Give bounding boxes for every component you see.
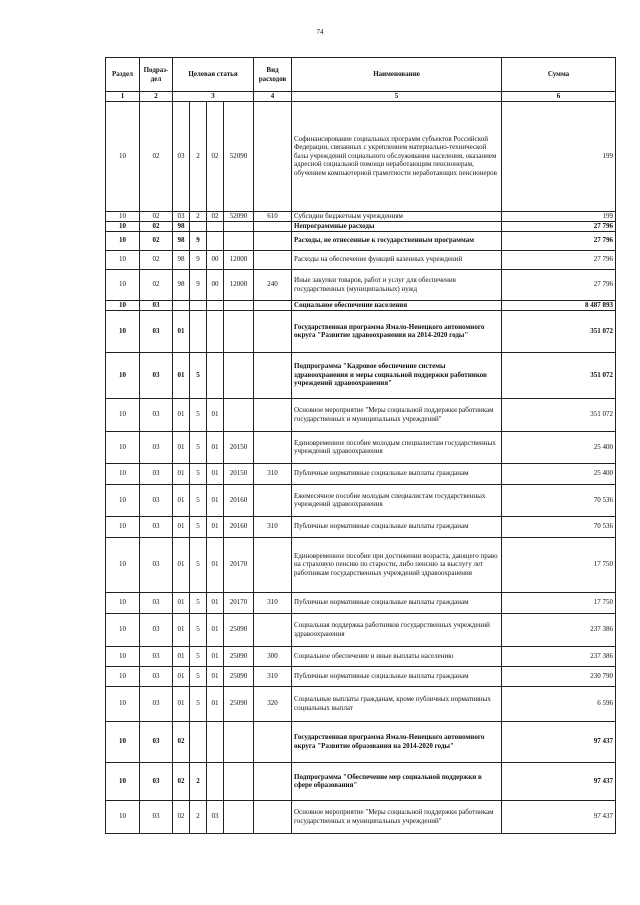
cell-razdel: 10: [106, 211, 140, 221]
cell-podrazdel: 03: [140, 762, 173, 800]
cell-subprogram: 5: [190, 398, 207, 431]
cell-activity: 01: [207, 646, 224, 666]
cell-razdel: 10: [106, 101, 140, 211]
cell-program: 98: [173, 250, 190, 269]
cell-program: 01: [173, 484, 190, 516]
cell-program: 01: [173, 537, 190, 592]
cell-program: 02: [173, 721, 190, 762]
cell-subprogram: 9: [190, 250, 207, 269]
cell-podrazdel: 03: [140, 352, 173, 398]
column-number: 2: [140, 92, 173, 102]
table-row: [106, 484, 616, 516]
cell-name: Подпрограмма "Обеспечение мер социальной поддержки в сфере образования": [292, 762, 502, 800]
cell-activity: [207, 762, 224, 800]
cell-subprogram: 2: [190, 762, 207, 800]
cell-expense-type: [254, 221, 292, 231]
cell-expense-type: 610: [254, 211, 292, 221]
cell-sum: 27 796: [502, 221, 616, 231]
cell-razdel: 10: [106, 269, 140, 300]
cell-name: Социальная поддержка работников государственных учреждений здравоохранения: [292, 613, 502, 646]
cell-razdel: 10: [106, 300, 140, 310]
cell-name: Ежемесячное пособие молодым специалистам государственных учреждений здравоохранения: [292, 484, 502, 516]
table-row: [106, 762, 616, 800]
cell-activity: 01: [207, 666, 224, 686]
cell-expense-type: [254, 431, 292, 463]
cell-name: Единовременное пособие молодым специалистам государственных учреждений здравоохранения: [292, 431, 502, 463]
cell-activity: [207, 352, 224, 398]
cell-name: Непрограммные расходы: [292, 221, 502, 231]
header-row: [106, 58, 616, 92]
column-number: 3: [173, 92, 254, 102]
cell-program: 02: [173, 762, 190, 800]
cell-sum: 6 596: [502, 686, 616, 721]
cell-podrazdel: 03: [140, 613, 173, 646]
cell-activity: [207, 300, 224, 310]
cell-direction: 52090: [224, 211, 254, 221]
cell-direction: [224, 310, 254, 352]
column-number: 1: [106, 92, 140, 102]
cell-sum: 230 790: [502, 666, 616, 686]
cell-razdel: 10: [106, 352, 140, 398]
cell-program: 01: [173, 352, 190, 398]
cell-activity: 01: [207, 398, 224, 431]
cell-expense-type: [254, 101, 292, 211]
cell-expense-type: [254, 250, 292, 269]
cell-activity: 01: [207, 516, 224, 537]
cell-podrazdel: 03: [140, 431, 173, 463]
cell-direction: [224, 721, 254, 762]
cell-subprogram: 9: [190, 231, 207, 250]
cell-razdel: 10: [106, 484, 140, 516]
cell-sum: 351 072: [502, 398, 616, 431]
cell-podrazdel: 03: [140, 484, 173, 516]
cell-podrazdel: 03: [140, 463, 173, 484]
table-row: [106, 613, 616, 646]
cell-direction: 20170: [224, 592, 254, 613]
cell-razdel: 10: [106, 398, 140, 431]
cell-sum: 97 437: [502, 800, 616, 833]
cell-expense-type: [254, 310, 292, 352]
cell-expense-type: [254, 537, 292, 592]
cell-program: 01: [173, 592, 190, 613]
cell-name: Расходы на обеспечение функций казенных учреждений: [292, 250, 502, 269]
cell-activity: 01: [207, 537, 224, 592]
table-row: [106, 431, 616, 463]
cell-razdel: 10: [106, 613, 140, 646]
cell-subprogram: 2: [190, 800, 207, 833]
cell-podrazdel: 03: [140, 800, 173, 833]
cell-direction: 25090: [224, 666, 254, 686]
cell-activity: 02: [207, 211, 224, 221]
cell-sum: 70 536: [502, 516, 616, 537]
header-target-article: Целевая статья: [173, 58, 254, 92]
cell-razdel: 10: [106, 516, 140, 537]
cell-podrazdel: 03: [140, 686, 173, 721]
cell-name: Государственная программа Ямало-Ненецкого автономного округа "Развитие здравоохранения на 2014-2020 годы": [292, 310, 502, 352]
cell-name: Государственная программа Ямало-Ненецкого автономного округа "Развитие образования на 2014-2020 годы": [292, 721, 502, 762]
cell-subprogram: 5: [190, 516, 207, 537]
table-row: [106, 666, 616, 686]
cell-sum: 97 437: [502, 762, 616, 800]
table-row: [106, 537, 616, 592]
cell-activity: [207, 231, 224, 250]
cell-activity: [207, 221, 224, 231]
cell-razdel: 10: [106, 310, 140, 352]
table-row: [106, 269, 616, 300]
cell-subprogram: 5: [190, 666, 207, 686]
cell-expense-type: [254, 721, 292, 762]
table-row: [106, 101, 616, 211]
table-row: [106, 352, 616, 398]
cell-direction: 20160: [224, 516, 254, 537]
cell-subprogram: 2: [190, 101, 207, 211]
page-number: 74: [316, 28, 324, 36]
cell-expense-type: 310: [254, 666, 292, 686]
table-row: [106, 398, 616, 431]
cell-direction: [224, 231, 254, 250]
column-number-row: [106, 92, 616, 102]
cell-podrazdel: 02: [140, 250, 173, 269]
cell-direction: 25090: [224, 613, 254, 646]
cell-activity: [207, 721, 224, 762]
cell-subprogram: 5: [190, 613, 207, 646]
cell-program: [173, 300, 190, 310]
column-number: 6: [502, 92, 616, 102]
table-row: [106, 221, 616, 231]
cell-sum: 199: [502, 101, 616, 211]
cell-name: Публичные нормативные социальные выплаты гражданам: [292, 463, 502, 484]
cell-sum: 27 796: [502, 250, 616, 269]
cell-razdel: 10: [106, 463, 140, 484]
cell-name: Социальное обеспечение и иные выплаты населению: [292, 646, 502, 666]
cell-razdel: 10: [106, 800, 140, 833]
cell-name: Социальное обеспечение населения: [292, 300, 502, 310]
cell-podrazdel: 03: [140, 666, 173, 686]
cell-program: 01: [173, 686, 190, 721]
cell-subprogram: 5: [190, 537, 207, 592]
header-name: Наименование: [292, 58, 502, 92]
cell-direction: 20150: [224, 463, 254, 484]
cell-razdel: 10: [106, 592, 140, 613]
cell-expense-type: [254, 300, 292, 310]
cell-expense-type: [254, 231, 292, 250]
cell-activity: 00: [207, 269, 224, 300]
cell-razdel: 10: [106, 221, 140, 231]
cell-sum: 199: [502, 211, 616, 221]
cell-name: Публичные нормативные социальные выплаты гражданам: [292, 666, 502, 686]
cell-podrazdel: 03: [140, 646, 173, 666]
header-podrazdel: Подраз- дел: [140, 58, 173, 92]
cell-subprogram: 5: [190, 686, 207, 721]
table-row: [106, 211, 616, 221]
cell-program: 98: [173, 269, 190, 300]
cell-name: Субсидии бюджетным учреждениям: [292, 211, 502, 221]
cell-expense-type: 310: [254, 592, 292, 613]
cell-name: Основное мероприятие "Меры социальной поддержки работникам государственных и муниципальных учреждений": [292, 800, 502, 833]
cell-subprogram: 5: [190, 646, 207, 666]
table-body: [106, 101, 616, 833]
table-row: [106, 231, 616, 250]
cell-podrazdel: 03: [140, 516, 173, 537]
cell-expense-type: 240: [254, 269, 292, 300]
cell-name: Подпрограмма "Кадровое обеспечение системы здравоохранения и меры социальной поддержки работников учреждений здравоохранения": [292, 352, 502, 398]
cell-expense-type: [254, 484, 292, 516]
cell-podrazdel: 02: [140, 231, 173, 250]
cell-sum: 237 386: [502, 646, 616, 666]
cell-program: 01: [173, 666, 190, 686]
cell-sum: 27 796: [502, 269, 616, 300]
cell-podrazdel: 03: [140, 398, 173, 431]
cell-name: Публичные нормативные социальные выплаты гражданам: [292, 592, 502, 613]
cell-sum: 351 072: [502, 310, 616, 352]
cell-direction: 20150: [224, 431, 254, 463]
cell-activity: 01: [207, 484, 224, 516]
cell-razdel: 10: [106, 721, 140, 762]
cell-name: Единовременное пособие при достижении возраста, дающего право на страховую пенсию по старости, либо пенсию за выслугу лет работникам государственных учреждений здравоохранения: [292, 537, 502, 592]
table-row: [106, 686, 616, 721]
cell-subprogram: [190, 721, 207, 762]
cell-expense-type: [254, 613, 292, 646]
cell-razdel: 10: [106, 231, 140, 250]
cell-razdel: 10: [106, 431, 140, 463]
cell-podrazdel: 02: [140, 101, 173, 211]
cell-name: Расходы, не отнесенные к государственным программам: [292, 231, 502, 250]
cell-subprogram: 5: [190, 352, 207, 398]
cell-subprogram: 2: [190, 211, 207, 221]
cell-razdel: 10: [106, 666, 140, 686]
cell-direction: [224, 300, 254, 310]
cell-razdel: 10: [106, 250, 140, 269]
cell-program: 01: [173, 613, 190, 646]
cell-activity: 01: [207, 431, 224, 463]
cell-activity: 03: [207, 800, 224, 833]
cell-program: 02: [173, 800, 190, 833]
table-row: [106, 463, 616, 484]
cell-podrazdel: 03: [140, 310, 173, 352]
table-row: [106, 721, 616, 762]
cell-podrazdel: 03: [140, 592, 173, 613]
table-row: [106, 516, 616, 537]
cell-direction: 12000: [224, 250, 254, 269]
table-row: [106, 250, 616, 269]
cell-direction: [224, 352, 254, 398]
cell-sum: 97 437: [502, 721, 616, 762]
table-row: [106, 592, 616, 613]
cell-expense-type: [254, 800, 292, 833]
cell-program: 03: [173, 211, 190, 221]
header-sum: Сумма: [502, 58, 616, 92]
cell-expense-type: [254, 762, 292, 800]
cell-activity: 02: [207, 101, 224, 211]
cell-razdel: 10: [106, 537, 140, 592]
cell-subprogram: 5: [190, 484, 207, 516]
cell-direction: 25090: [224, 686, 254, 721]
cell-program: 01: [173, 646, 190, 666]
cell-name: Основное мероприятие "Меры социальной поддержки работникам государственных и муниципальных учреждений": [292, 398, 502, 431]
cell-activity: 00: [207, 250, 224, 269]
cell-subprogram: [190, 300, 207, 310]
cell-podrazdel: 02: [140, 269, 173, 300]
cell-activity: 01: [207, 613, 224, 646]
column-number: 5: [292, 92, 502, 102]
cell-program: 01: [173, 431, 190, 463]
cell-sum: 237 386: [502, 613, 616, 646]
cell-activity: [207, 310, 224, 352]
cell-subprogram: 5: [190, 463, 207, 484]
column-number: 4: [254, 92, 292, 102]
cell-podrazdel: 02: [140, 221, 173, 231]
cell-razdel: 10: [106, 646, 140, 666]
cell-direction: 25090: [224, 646, 254, 666]
cell-razdel: 10: [106, 686, 140, 721]
cell-expense-type: 310: [254, 463, 292, 484]
cell-subprogram: 5: [190, 431, 207, 463]
cell-sum: 25 400: [502, 431, 616, 463]
cell-program: 03: [173, 101, 190, 211]
cell-subprogram: [190, 310, 207, 352]
cell-name: Социальные выплаты гражданам, кроме публичных нормативных социальных выплат: [292, 686, 502, 721]
cell-subprogram: 9: [190, 269, 207, 300]
table-row: [106, 310, 616, 352]
cell-sum: 17 750: [502, 592, 616, 613]
cell-subprogram: [190, 221, 207, 231]
cell-program: 01: [173, 463, 190, 484]
cell-activity: 01: [207, 592, 224, 613]
table-row: [106, 300, 616, 310]
cell-direction: [224, 762, 254, 800]
cell-name: Публичные нормативные социальные выплаты гражданам: [292, 516, 502, 537]
cell-program: 01: [173, 398, 190, 431]
cell-podrazdel: 03: [140, 721, 173, 762]
cell-name: Софинансирование социальных программ субъектов Российской Федерации, связанных с укреплением материально-технической базы учреждений социального обслуживания населения, оказанием адресной социальной помощи неработающим пенсионерам, обучением компьютерной грамотности неработающих пенсионеров: [292, 101, 502, 211]
cell-expense-type: [254, 352, 292, 398]
cell-sum: 351 072: [502, 352, 616, 398]
cell-name: Иные закупки товаров, работ и услуг для обеспечения государственных (муниципальных) нужд: [292, 269, 502, 300]
table-row: [106, 800, 616, 833]
cell-direction: 20170: [224, 537, 254, 592]
cell-direction: [224, 221, 254, 231]
cell-program: 98: [173, 221, 190, 231]
cell-expense-type: 320: [254, 686, 292, 721]
cell-sum: 27 796: [502, 231, 616, 250]
cell-sum: 25 400: [502, 463, 616, 484]
cell-program: 98: [173, 231, 190, 250]
cell-direction: 52090: [224, 101, 254, 211]
budget-table: [105, 57, 616, 834]
cell-podrazdel: 03: [140, 300, 173, 310]
cell-direction: 20160: [224, 484, 254, 516]
cell-sum: 8 487 893: [502, 300, 616, 310]
cell-activity: 01: [207, 463, 224, 484]
cell-direction: [224, 398, 254, 431]
cell-podrazdel: 02: [140, 211, 173, 221]
cell-sum: 17 750: [502, 537, 616, 592]
cell-podrazdel: 03: [140, 537, 173, 592]
cell-expense-type: [254, 398, 292, 431]
cell-activity: 01: [207, 686, 224, 721]
cell-direction: 12000: [224, 269, 254, 300]
cell-sum: 70 536: [502, 484, 616, 516]
cell-expense-type: 300: [254, 646, 292, 666]
cell-program: 01: [173, 310, 190, 352]
cell-expense-type: 310: [254, 516, 292, 537]
cell-program: 01: [173, 516, 190, 537]
header-razdel: Раздел: [106, 58, 140, 92]
table-row: [106, 646, 616, 666]
header-expense-type: Вид расходов: [254, 58, 292, 92]
cell-direction: [224, 800, 254, 833]
cell-razdel: 10: [106, 762, 140, 800]
cell-subprogram: 5: [190, 592, 207, 613]
